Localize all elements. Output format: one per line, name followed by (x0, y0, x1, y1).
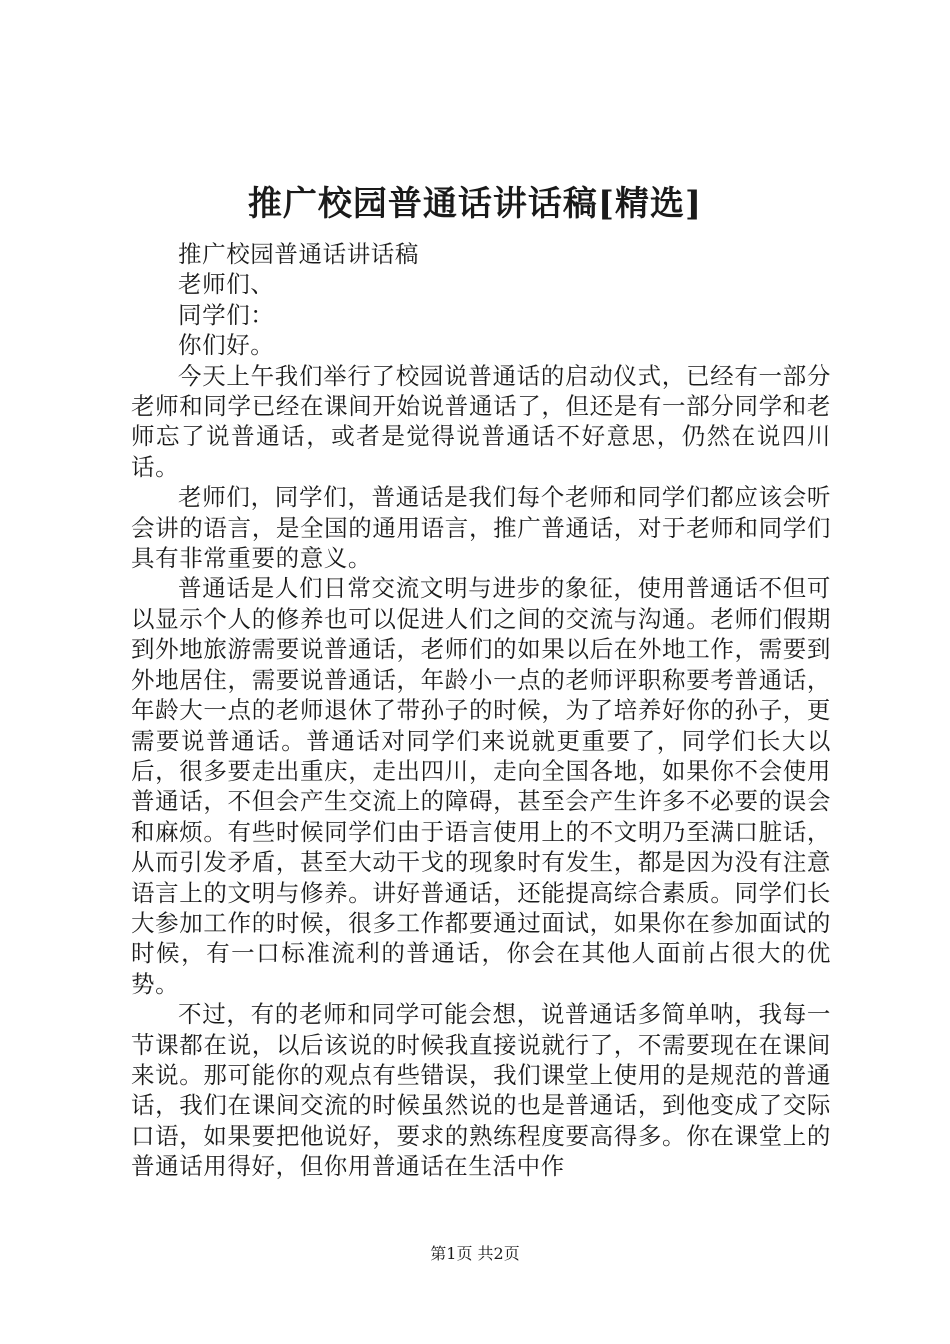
paragraph-greeting-students: 同学们： (178, 300, 275, 329)
paragraph-3: 普通话是人们日常交流文明与进步的象征，使用普通话不但可以显示个人的修养也可以促进人们之间的交流与沟通。老师们假期到外地旅游需要说普通话，老师们的如果以后在外地工作，需要到外地居住，需要说普通话，年龄小一点的老师评职称要考普通话，年龄大一点的老师退休了带孙子的时候，为了培养好你的孙子，更需要说普通话。普通话对同学们来说就更重要了，同学们长大以后，很多要走出重庆，走出四川，走向全国各地，如果你不会使用普通话，不但会产生交流上的障碍，甚至会产生许多不必要的误会和麻烦。有些时候同学们由于语言使用上的不文明乃至满口脏话，从而引发矛盾，甚至大动干戈的现象时有发生，都是因为没有注意语言上的文明与修养。讲好普通话，还能提高综合素质。同学们长大参加工作的时候，很多工作都要通过面试，如果你在参加面试的时候，有一口标准流利的普通话，你会在其他人面前占很大的优势。 (131, 574, 831, 998)
paragraph-hello: 你们好。 (178, 331, 275, 360)
document-body (131, 239, 831, 1182)
paragraph-4: 不过，有的老师和同学可能会想，说普通话多简单呐，我每一节课都在说，以后该说的时候我直接说就行了，不需要现在在课间来说。那可能你的观点有些错误，我们课堂上使用的是规范的普通话，我们在课间交流的时候虽然说的也是普通话，到他变成了交际口语，如果要把他说好，要求的熟练程度要高得多。你在课堂上的普通话用得好，但你用普通话在生活中作 (131, 1000, 831, 1181)
paragraph-greeting-teachers: 老师们、 (178, 270, 275, 299)
document-title: 推广校园普通话讲话稿[精选] (247, 184, 703, 224)
page-footer: 第1页 共2页 (430, 1244, 520, 1263)
paragraph-1: 今天上午我们举行了校园说普通话的启动仪式，已经有一部分老师和同学已经在课间开始说普通话了，但还是有一部分同学和老师忘了说普通话，或者是觉得说普通话不好意思，仍然在说四川话。 (131, 361, 831, 481)
paragraph-2: 老师们，同学们，普通话是我们每个老师和同学们都应该会听会讲的语言，是全国的通用语言，推广普通话，对于老师和同学们具有非常重要的意义。 (131, 483, 831, 573)
paragraph-subtitle: 推广校园普通话讲话稿 (178, 240, 419, 268)
